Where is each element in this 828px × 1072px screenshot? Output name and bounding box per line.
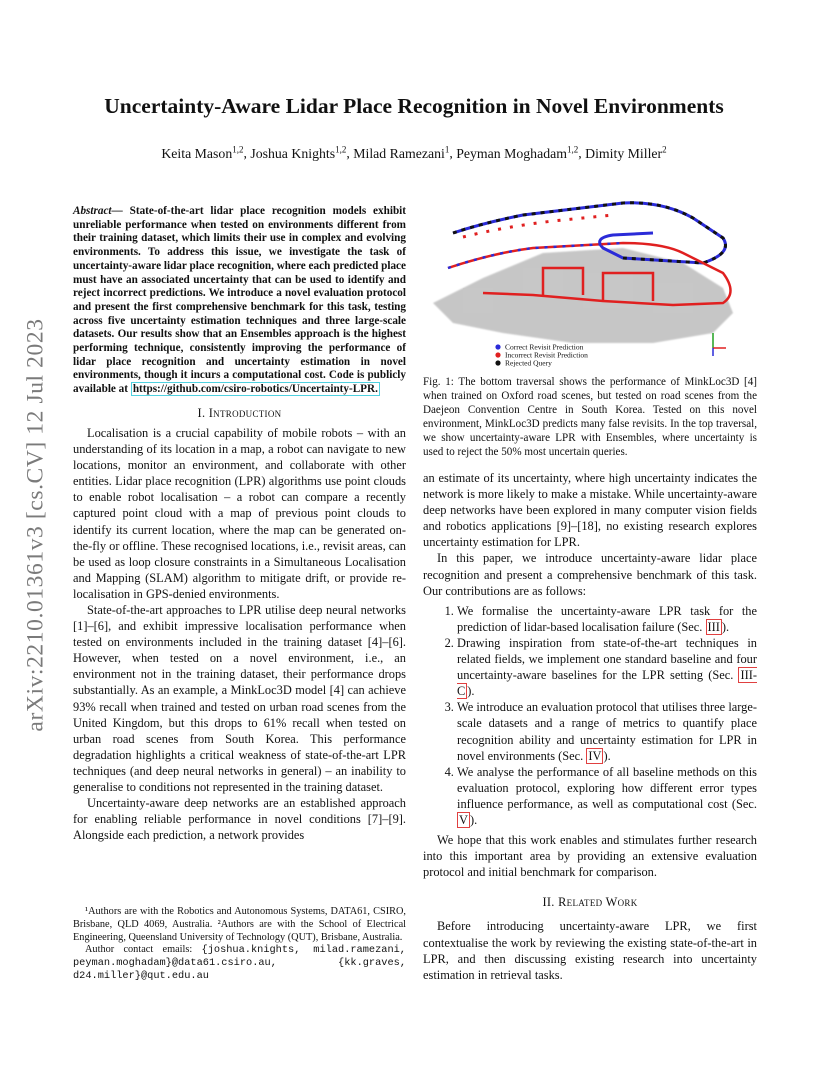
left-column	[73, 205, 406, 843]
paragraph: Before introducing uncertainty-aware LPR, we first contextualise the work by reviewing the existing state-of-the-art in LPR, and then discussing existing research into uncertainty estimation in retrieval tasks.	[423, 919, 757, 982]
legend-label: Rejected Query	[505, 358, 552, 368]
legend-dot	[495, 344, 500, 349]
paragraph: Uncertainty-aware deep networks are an established approach for enabling reliable performance in novel conditions [7]–[9]. Alongside each prediction, a network provides	[73, 796, 406, 843]
legend-label: Incorrect Revisit Prediction	[505, 350, 588, 360]
section-ref-link[interactable]: III-C	[457, 668, 757, 699]
contribution-list	[423, 603, 757, 828]
footnote	[73, 906, 406, 983]
figure-legend	[495, 343, 588, 368]
legend-label: Correct Revisit Prediction	[505, 342, 584, 352]
figure-caption: Fig. 1: The bottom traversal shows the performance of MinkLoc3D [4] when trained on Oxford road scenes, but tested on road scenes from the Daejeon Convention Centre in South Korea. Tested on this novel environment, MinkLoc3D predicts many false revisits. In the top traversal, we show uncertainty-aware LPR with Ensembles, where uncertainty is used to reject the 50% most uncertain queries.	[423, 376, 757, 458]
author: Dimity Miller$^2$	[585, 144, 667, 161]
author: Peyman Moghadam$^{1,2}$	[456, 144, 579, 161]
right-column	[423, 470, 757, 983]
list-item: 1. We formalise the uncertainty-aware LPR task for the prediction of lidar-based localisation failure (Sec. III ).	[457, 603, 757, 635]
abstract-label: Abstract	[73, 205, 112, 217]
figure-traversal-map	[423, 193, 757, 371]
paper-title: Uncertainty-Aware Lidar Place Recognition in Novel Environments	[104, 94, 724, 118]
section-heading: I. Introduction	[197, 405, 282, 420]
author: Joshua Knights$^{1,2}$	[250, 144, 347, 161]
paragraph: In this paper, we introduce uncertainty-aware lidar place recognition and present a comprehensive benchmark of this task. Our contributions are as follows:	[423, 551, 757, 598]
paragraph: an estimate of its uncertainty, where high uncertainty indicates the network is more likely to make a mistake. While uncertainty-aware deep networks have been explored in many computer vision fields and robotics applications [9]–[18], no existing research explores uncertainty estimation for LPR.	[423, 471, 757, 550]
list-item: 2. Drawing inspiration from state-of-the-art techniques in related fields, we implement one standard baseline and four uncertainty-aware baselines for the LPR setting (Sec. III-C ).	[457, 635, 757, 699]
section-ref-link[interactable]: III	[707, 619, 720, 634]
section-ref-link[interactable]: IV	[588, 748, 602, 763]
arxiv-watermark: arXiv:2210.01361v3 [cs.CV] 12 Jul 2023	[22, 318, 49, 732]
author: Keita Mason$^{1,2}$	[161, 144, 244, 161]
code-link[interactable]: https://github.com/csiro-robotics/Uncertainty-LPR.	[132, 383, 378, 396]
legend-dot	[495, 360, 500, 365]
paragraph: We hope that this work enables and stimulates further research into this important area by providing an extensive evaluation protocol and initial benchmark for comparison.	[423, 833, 757, 880]
section-ref-link[interactable]: V	[459, 812, 468, 827]
author: Milad Ramezani$^1$	[353, 144, 450, 161]
section-heading: II. Related Work	[542, 895, 638, 910]
footnote-affiliations: ¹Authors are with the Robotics and Autonomous Systems, DATA61, CSIRO, Brisbane, QLD 4069, Australia. ²Authors are with the School of Electrical Engineering, Queensland University of Technology (QUT), Brisbane, Australia.	[73, 906, 406, 943]
legend-dot	[495, 352, 500, 357]
footnote-emails: Author contact emails: {joshua.knights, milad.ramezani, peyman.moghadam}@data61.csiro.au, {kk.graves, d24.miller}@qut.edu.au	[73, 944, 406, 982]
list-item: 4. We analyse the performance of all baseline methods on this evaluation protocol, exploring how different error types influence performance, as well as computational cost (Sec. V ).	[457, 764, 757, 828]
paragraph: State-of-the-art approaches to LPR utilise deep neural networks [1]–[6], and exhibit impressive localisation performance when tested on environments included in the training dataset [4]–[6]. However, when tested on a novel environment, i.e., an environment not in the training dataset, their performance drops substantially. As an example, a MinkLoc3D model [4] can achieve 93% recall when trained and tested on urban road scenes from the United Kingdom, but this drops to 61% recall when tested on urban road scenes from South Korea. This performance degradation highlights a critical weakness of state-of-the-art LPR techniques (and deep neural networks in general) – an inability to generalise to conditions not represented in the training dataset.	[73, 602, 406, 794]
paragraph: Localisation is a crucial capability of mobile robots – with an understanding of its location in a map, a robot can navigate to new locations, monitor an environment, and collaborate with other entities. Lidar place recognition (LPR) algorithms use point clouds to enable robot localisation – a robot can compare a recently captured point cloud with a map of previous point clouds to identify its current location, where the map can be generated on-the-fly or offline. These recognised locations, i.e., revisit areas, can be used as loop closure constraints in a Simultaneous Localisation and Mapping (SLAM) algorithm to mitigate drift, or provide re-localisation in GPS-denied environments.	[73, 425, 406, 601]
axis-gizmo	[713, 333, 726, 356]
abstract-text: State-of-the-art lidar place recognition models exhibit unreliable performance when tested on environments different from their training dataset, which limits their use in complex and evolving environments. To address this issue, we investigate the task of uncertainty-aware lidar place recognition, where each predicted place must have an associated uncertainty that can be used to identify and reject incorrect predictions. We introduce a novel evaluation protocol and present the first comprehensive benchmark for this task, testing across five uncertainty estimation techniques and three large-scale datasets. Our results show that an Ensembles approach is the highest performing technique, consistently improving the performance of lidar place recognition and uncertainty estimation in novel environments, though it incurs a computational cost. Code is publicly available at	[73, 205, 406, 396]
author-list: Keita Mason$^{1,2}$, Joshua Knights$^{1,2}$, Milad Ramezani$^1$, Peyman Moghadam$^{1,2}$, Dimity Miller$^2$	[161, 144, 667, 161]
abstract: Abstract— State-of-the-art lidar place recognition models exhibit unreliable performance when tested on environments different from their training dataset, which limits their use in complex and evolving environments. To address this issue, we investigate the task of uncertainty-aware lidar place recognition, where each predicted place must have an associated uncertainty that can be used to identify and reject incorrect predictions. We introduce a novel evaluation protocol and present the first comprehensive benchmark for this task, testing across five uncertainty estimation techniques and three large-scale datasets. Our results show that an Ensembles approach is the highest performing technique, consistently improving the performance of lidar place recognition and uncertainty estimation in novel environments, though it incurs a computational cost. Code is publicly available at https://github.com/csiro-robotics/Uncertainty-LPR.	[73, 205, 406, 396]
list-item: 3. We introduce an evaluation protocol that utilises three large-scale datasets and a range of metrics to quantify place recognition ability and uncertainty estimation for LPR in novel environments (Sec. IV ).	[457, 699, 757, 763]
